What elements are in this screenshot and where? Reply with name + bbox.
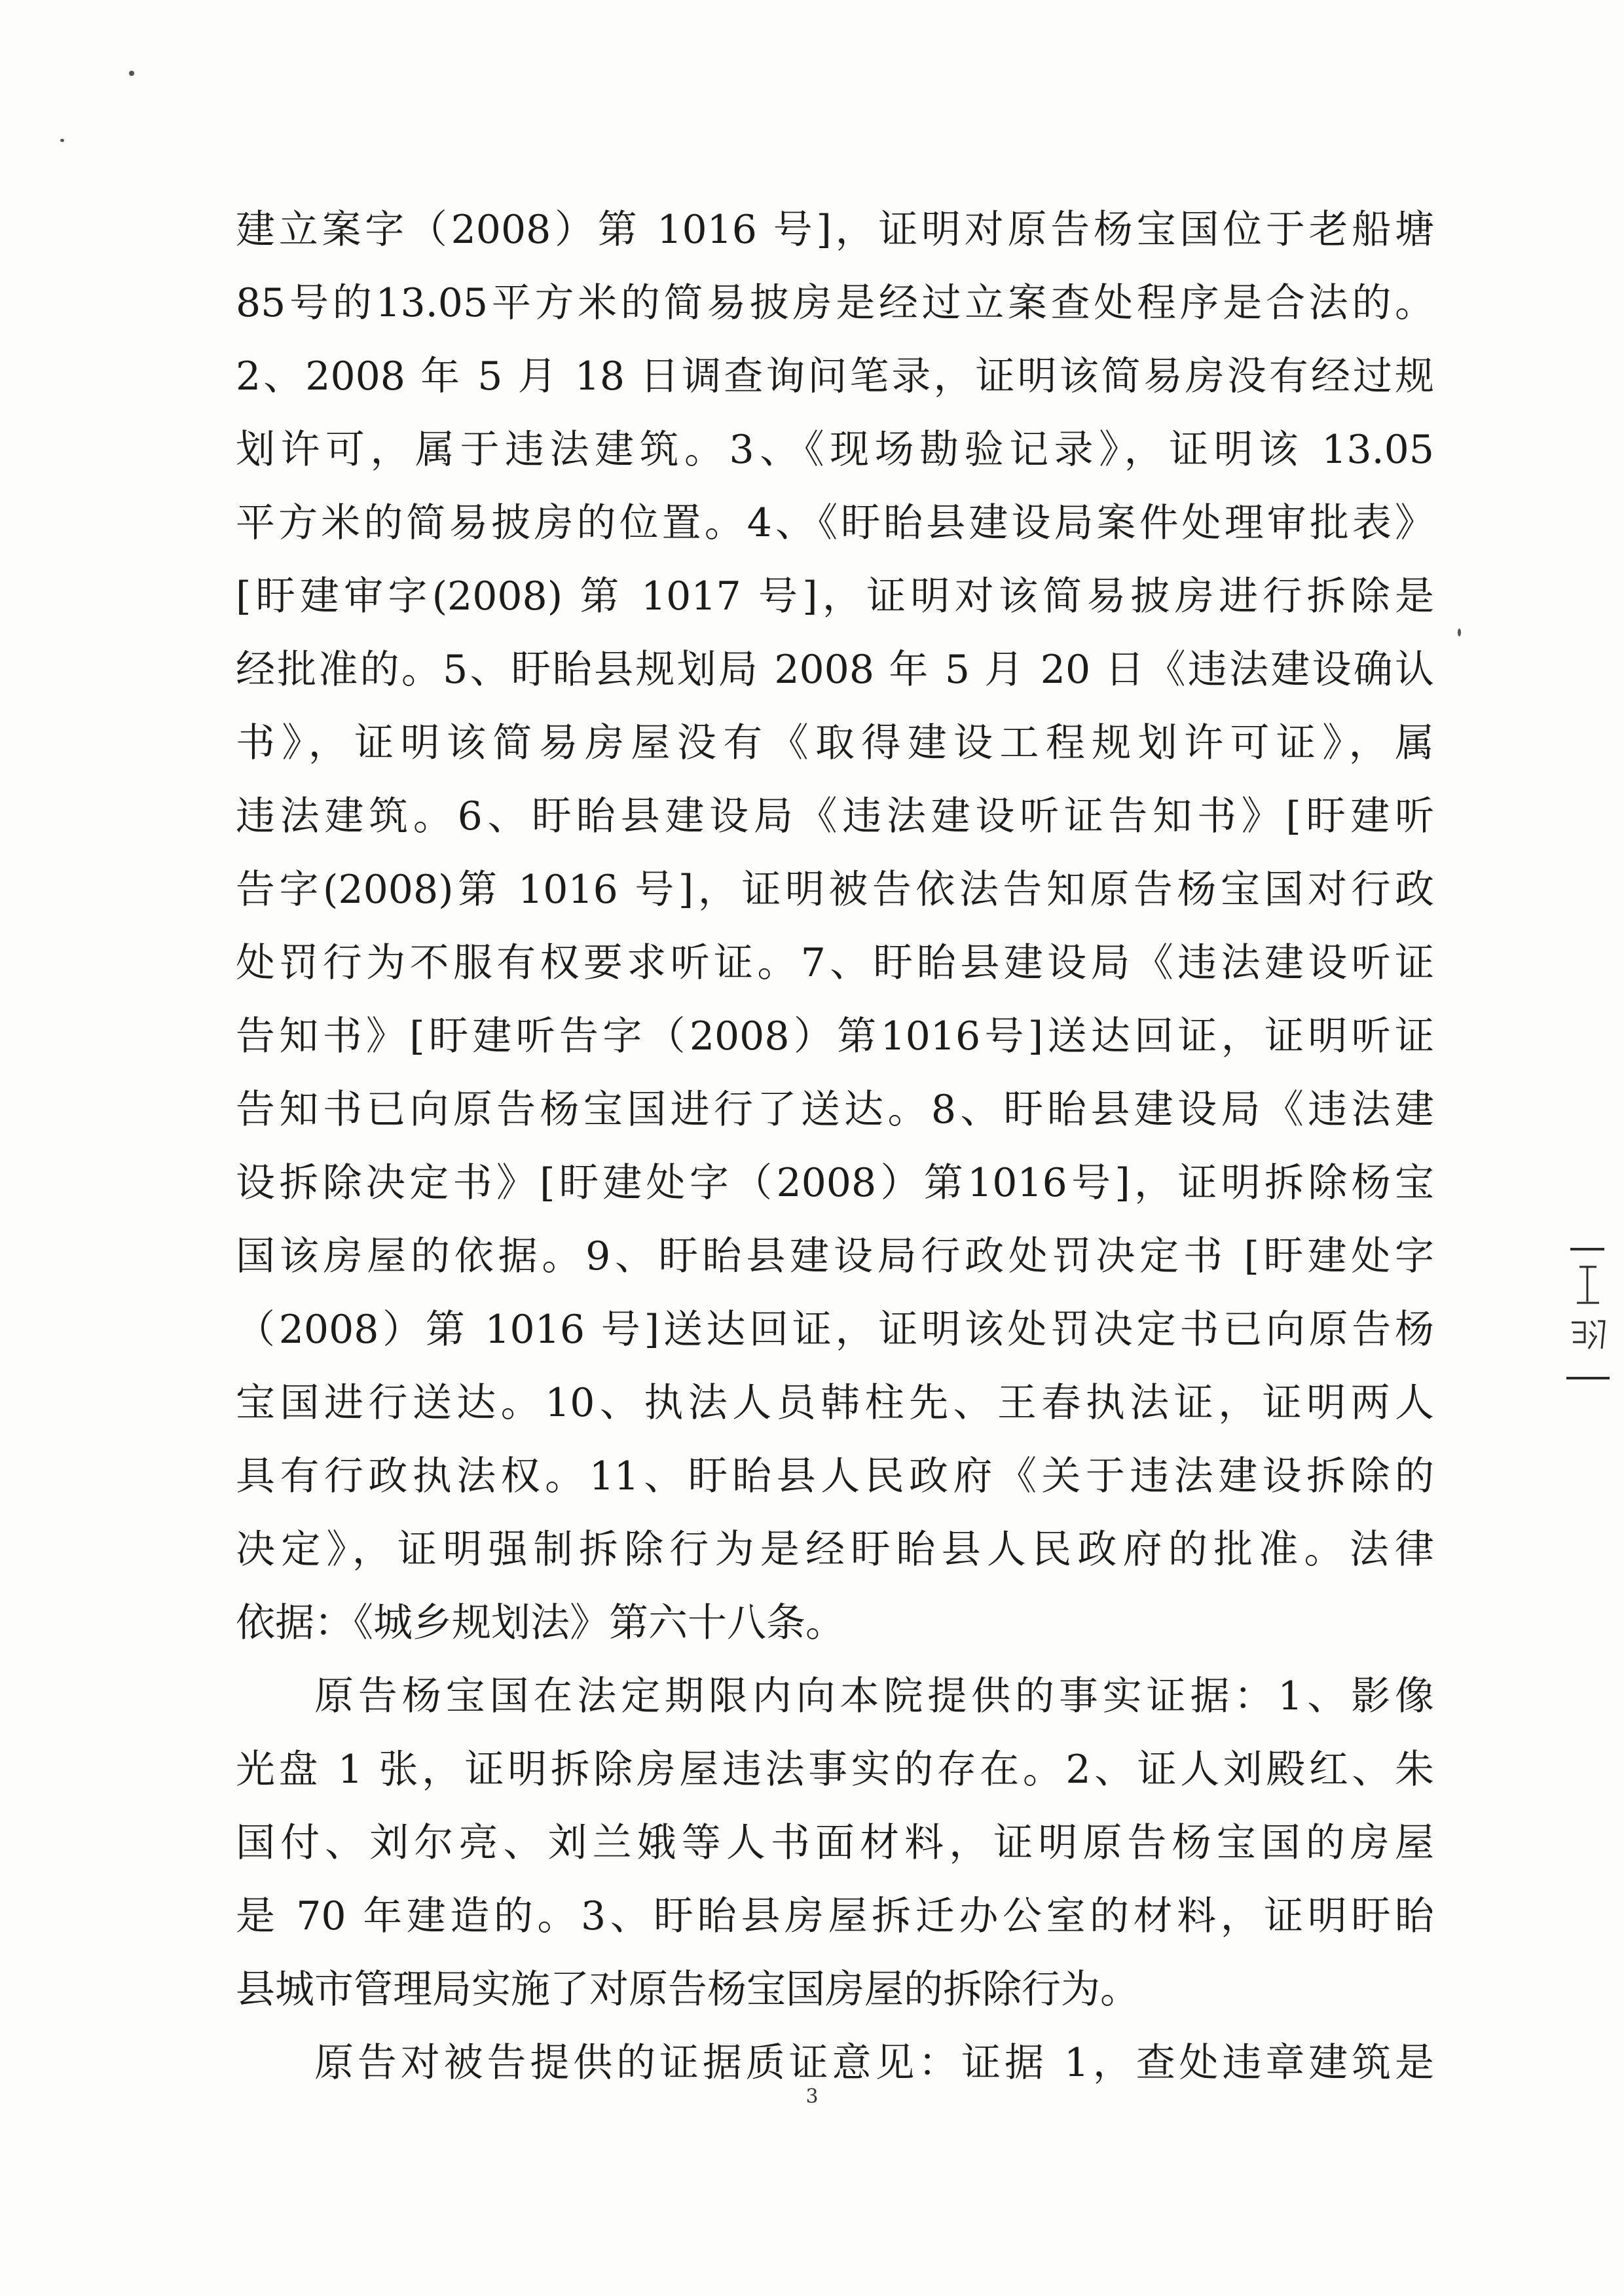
text-line: （2008）第 1016 号]送达回证，证明该处罚决定书已向原告杨 bbox=[236, 1307, 1434, 1353]
body-text bbox=[236, 193, 1434, 2100]
text-line: 光盘 1 张，证明拆除房屋违法事实的存在。2、证人刘殿红、朱 bbox=[236, 1747, 1434, 1793]
page-number: 3 bbox=[805, 2085, 819, 2108]
text-line: 原告对被告提供的证据质证意见：证据 1，查处违章建筑是 bbox=[314, 2040, 1434, 2086]
text-line: 依据：《城乡规划法》第六十八条。 bbox=[236, 1600, 845, 1646]
scan-speck bbox=[1458, 629, 1461, 636]
text-line: 划许可，属于违法建筑。3、《现场勘验记录》，证明该 13.05 bbox=[236, 427, 1434, 473]
text-line: 建立案字（2008）第 1016 号]，证明对原告杨宝国位于老船塘 bbox=[236, 207, 1434, 253]
text-line: 设拆除决定书》[盱建处字（2008）第1016号]，证明拆除杨宝 bbox=[236, 1160, 1434, 1206]
text-line: 处罚行为不服有权要求听证。7、盱眙县建设局《违法建设听证 bbox=[236, 940, 1434, 986]
text-line: 经批准的。5、盱眙县规划局 2008 年 5 月 20 日《违法建设确认 bbox=[236, 647, 1434, 693]
scan-speck bbox=[60, 139, 64, 142]
text-line: 决定》，证明强制拆除行为是经盱眙县人民政府的批准。法律 bbox=[236, 1527, 1434, 1573]
scan-speck bbox=[129, 71, 134, 76]
text-line: 违法建筑。6、盱眙县建设局《违法建设听证告知书》[盱建听 bbox=[236, 793, 1434, 839]
text-line: 具有行政执法权。11、盱眙县人民政府《关于违法建设拆除的 bbox=[236, 1453, 1434, 1499]
text-line: 2、2008 年 5 月 18 日调查询问笔录，证明该简易房没有经过规 bbox=[236, 354, 1434, 399]
text-line: 告知书已向原告杨宝国进行了送达。8、盱眙县建设局《违法建 bbox=[236, 1087, 1434, 1133]
text-line: 平方米的简易披房的位置。4、《盱眙县建设局案件处理审批表》 bbox=[236, 500, 1434, 546]
text-line: [盱建审字(2008) 第 1017 号]，证明对该简易披房进行拆除是 bbox=[236, 574, 1434, 619]
binding-seal-fragment bbox=[1565, 1244, 1611, 1394]
text-line: 国付、刘尔亮、刘兰娥等人书面材料，证明原告杨宝国的房屋 bbox=[236, 1820, 1434, 1866]
text-line: 县城市管理局实施了对原告杨宝国房屋的拆除行为。 bbox=[236, 1967, 1139, 2013]
text-line: 85号的13.05平方米的简易披房是经过立案查处程序是合法的。 bbox=[236, 280, 1434, 326]
text-line: 宝国进行送达。10、执法人员韩柱先、王春执法证，证明两人 bbox=[236, 1380, 1434, 1426]
text-line: 告知书》[盱建听告字（2008）第1016号]送达回证，证明听证 bbox=[236, 1013, 1434, 1059]
text-line: 原告杨宝国在法定期限内向本院提供的事实证据：1、影像 bbox=[314, 1673, 1434, 1719]
text-line: 书》，证明该简易房屋没有《取得建设工程规划许可证》，属 bbox=[236, 720, 1434, 766]
text-line: 告字(2008)第 1016 号]，证明被告依法告知原告杨宝国对行政 bbox=[236, 867, 1434, 913]
text-line: 国该房屋的依据。9、盱眙县建设局行政处罚决定书 [盱建处字 bbox=[236, 1233, 1434, 1279]
text-line: 是 70 年建造的。3、盱眙县房屋拆迁办公室的材料，证明盱眙 bbox=[236, 1893, 1434, 1939]
